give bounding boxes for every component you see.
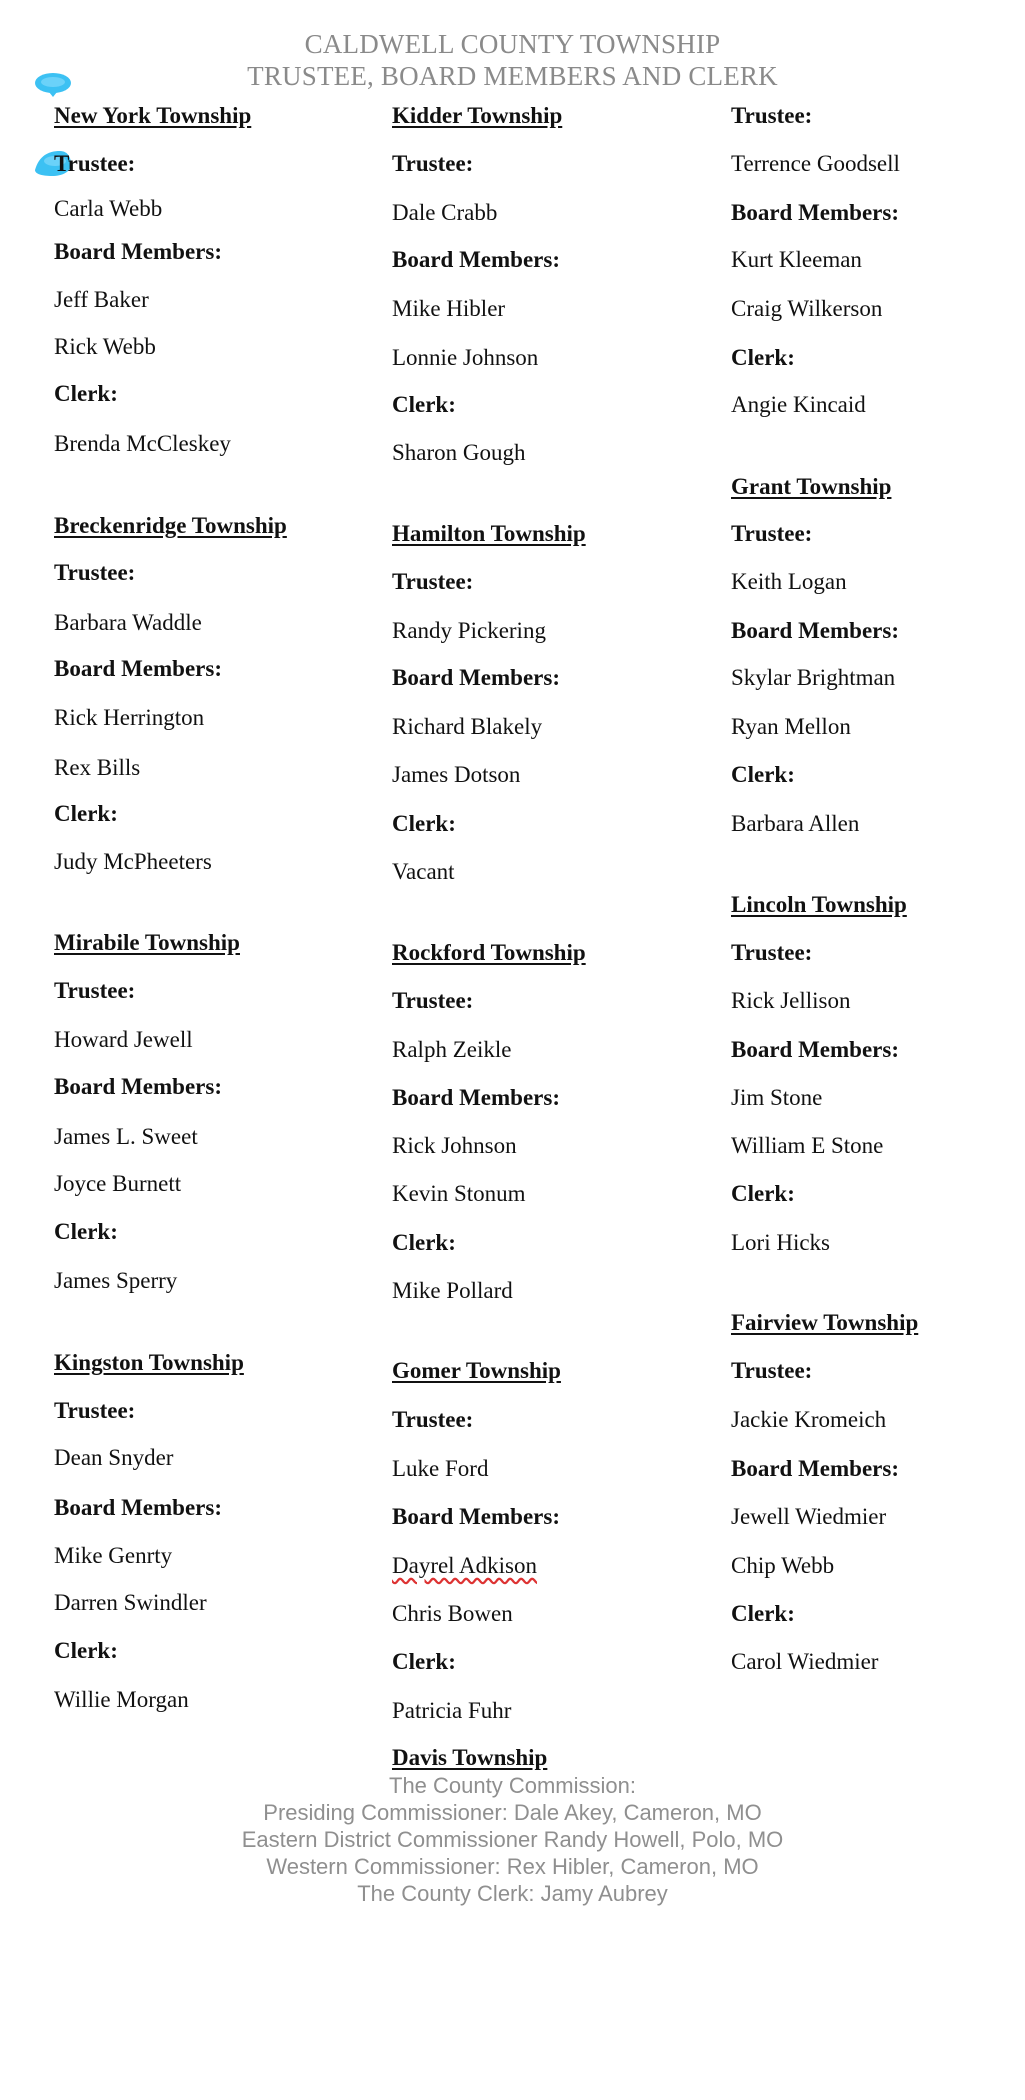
board-member: Kurt Kleeman (731, 247, 862, 272)
trustee-label: Trustee: (54, 978, 136, 1003)
footer-line: The County Clerk: Jamy Aubrey (357, 1881, 668, 1906)
board-label: Board Members: (54, 1074, 222, 1099)
board-label: Board Members: (392, 665, 560, 690)
clerk-label: Clerk: (392, 811, 456, 836)
board-member: Rex Bills (54, 755, 141, 780)
board-member: James L. Sweet (54, 1124, 198, 1149)
board-label: Board Members: (392, 1504, 560, 1529)
board-member: Mike Genrty (54, 1543, 173, 1568)
board-member: Rick Webb (54, 334, 156, 359)
clerk-label: Clerk: (392, 1230, 456, 1255)
trustee-label: Trustee: (54, 151, 136, 176)
township-heading: Hamilton Township (392, 521, 586, 546)
clerk-label: Clerk: (392, 1649, 456, 1674)
trustee-name: Carla Webb (54, 196, 163, 221)
board-label: Board Members: (54, 656, 222, 681)
trustee-name: Rick Jellison (731, 988, 851, 1013)
footer-line: Presiding Commissioner: Dale Akey, Cameron, MO (263, 1800, 762, 1825)
board-member: Jeff Baker (54, 287, 149, 312)
header-title: CALDWELL COUNTY TOWNSHIP (304, 29, 721, 59)
footer-line: Western Commissioner: Rex Hibler, Cameron, MO (266, 1854, 759, 1879)
trustee-label: Trustee: (392, 988, 474, 1013)
trustee-name: Dale Crabb (392, 200, 498, 225)
township-heading: Kingston Township (54, 1350, 244, 1375)
trustee-label: Trustee: (731, 103, 813, 128)
trustee-label: Trustee: (731, 940, 813, 965)
township-heading: Davis Township (392, 1745, 548, 1770)
board-member: Rick Herrington (54, 705, 205, 730)
trustee-name: Terrence Goodsell (731, 151, 900, 176)
township-heading: Grant Township (731, 474, 892, 499)
clerk-label: Clerk: (731, 345, 795, 370)
clerk-label: Clerk: (731, 1181, 795, 1206)
clerk-label: Clerk: (731, 762, 795, 787)
township-heading: Lincoln Township (731, 892, 907, 917)
board-label: Board Members: (392, 247, 560, 272)
board-label: Board Members: (731, 200, 899, 225)
board-label: Board Members: (731, 1037, 899, 1062)
trustee-label: Trustee: (392, 569, 474, 594)
trustee-name: Randy Pickering (392, 618, 546, 643)
clerk-name: Vacant (392, 859, 455, 884)
board-label: Board Members: (731, 1456, 899, 1481)
trustee-name: Barbara Waddle (54, 610, 202, 635)
township-heading: Fairview Township (731, 1310, 919, 1335)
clerk-label: Clerk: (54, 1219, 118, 1244)
trustee-name: Howard Jewell (54, 1027, 193, 1052)
clerk-name: Judy McPheeters (54, 849, 212, 874)
board-member: Joyce Burnett (54, 1171, 182, 1196)
trustee-label: Trustee: (392, 151, 474, 176)
board-label: Board Members: (54, 1495, 222, 1520)
trustee-label: Trustee: (731, 1358, 813, 1383)
header-subtitle: TRUSTEE, BOARD MEMBERS AND CLERK (247, 61, 778, 91)
board-member: Lonnie Johnson (392, 345, 539, 370)
clerk-name: Mike Pollard (392, 1278, 513, 1303)
board-member: Jim Stone (731, 1085, 823, 1110)
board-member: Jewell Wiedmier (731, 1504, 887, 1529)
trustee-name: Dean Snyder (54, 1445, 174, 1470)
drag-handle-icon[interactable] (34, 72, 72, 98)
board-label: Board Members: (731, 618, 899, 643)
trustee-name: Ralph Zeikle (392, 1037, 512, 1062)
board-member: Rick Johnson (392, 1133, 517, 1158)
board-member: Mike Hibler (392, 296, 506, 321)
board-member: Dayrel Adkison (392, 1553, 538, 1578)
township-heading: Mirabile Township (54, 930, 240, 955)
trustee-name: Keith Logan (731, 569, 847, 594)
clerk-name: Lori Hicks (731, 1230, 831, 1255)
clerk-name: James Sperry (54, 1268, 178, 1293)
clerk-label: Clerk: (392, 392, 456, 417)
trustee-label: Trustee: (392, 1407, 474, 1432)
footer-line: Eastern District Commissioner Randy Howell, Polo, MO (241, 1827, 784, 1852)
board-label: Board Members: (392, 1085, 560, 1110)
board-member: Craig Wilkerson (731, 296, 883, 321)
clerk-name: Patricia Fuhr (392, 1698, 512, 1723)
clerk-name: Brenda McCleskey (54, 431, 231, 456)
board-member: Skylar Brightman (731, 665, 896, 690)
trustee-name: Jackie Kromeich (731, 1407, 887, 1432)
clerk-name: Angie Kincaid (731, 392, 866, 417)
board-member: Darren Swindler (54, 1590, 207, 1615)
board-member: Chris Bowen (392, 1601, 513, 1626)
footer-line: The County Commission: (389, 1773, 636, 1798)
clerk-name: Carol Wiedmier (731, 1649, 879, 1674)
township-heading: Gomer Township (392, 1358, 561, 1383)
clerk-label: Clerk: (54, 1638, 118, 1663)
clerk-name: Barbara Allen (731, 811, 860, 836)
board-member: Kevin Stonum (392, 1181, 526, 1206)
clerk-label: Clerk: (54, 381, 118, 406)
township-heading: Rockford Township (392, 940, 586, 965)
trustee-label: Trustee: (731, 521, 813, 546)
clerk-name: Sharon Gough (392, 440, 526, 465)
trustee-label: Trustee: (54, 560, 136, 585)
trustee-label: Trustee: (54, 1398, 136, 1423)
board-member: James Dotson (392, 762, 521, 787)
board-member: Chip Webb (731, 1553, 835, 1578)
township-heading: New York Township (54, 103, 252, 128)
board-member: Ryan Mellon (731, 714, 851, 739)
board-member: Richard Blakely (392, 714, 543, 739)
county-commission-footer (0, 1772, 1025, 1907)
trustee-name: Luke Ford (392, 1456, 489, 1481)
board-member: William E Stone (731, 1133, 884, 1158)
township-heading: Breckenridge Township (54, 513, 287, 538)
clerk-name: Willie Morgan (54, 1687, 189, 1712)
township-heading: Kidder Township (392, 103, 563, 128)
board-label: Board Members: (54, 239, 222, 264)
page-header (0, 28, 1025, 92)
clerk-label: Clerk: (731, 1601, 795, 1626)
clerk-label: Clerk: (54, 801, 118, 826)
